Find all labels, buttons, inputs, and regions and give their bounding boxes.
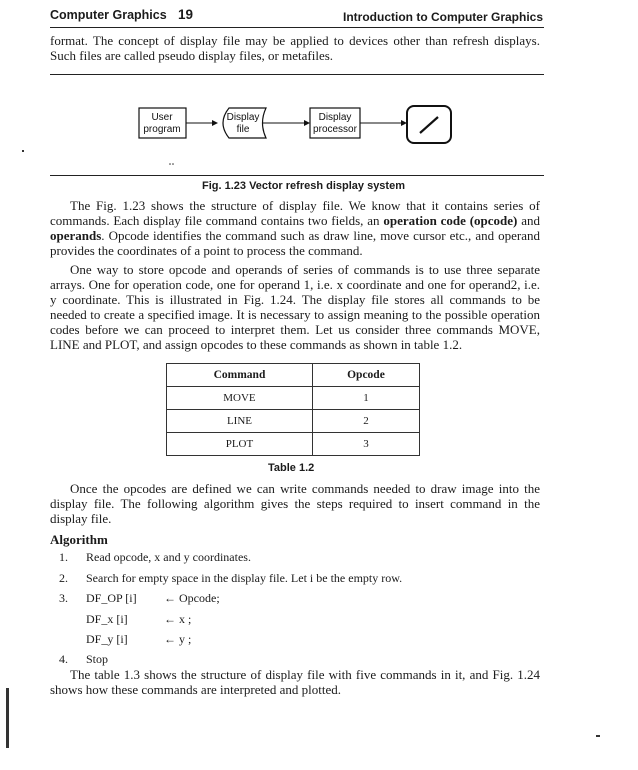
display-file-label-2: file [236, 124, 250, 135]
display-processor-label-1: Display [318, 112, 352, 123]
paragraph-opcodes-defined: Once the opcodes are defined we can write commands needed to draw image into the display file. The following algorithm gives the steps required to insert command in the display file. [50, 481, 540, 526]
table-cell-command: MOVE [167, 387, 313, 410]
scan-margin-mark [6, 688, 9, 748]
bold-term: operation code (opcode) [383, 213, 518, 228]
user-program-label-2: program [143, 124, 181, 135]
table-header-command: Command [167, 364, 313, 387]
table-row [167, 410, 420, 433]
scan-speck [22, 150, 24, 152]
display-processor-label-2: processor [313, 124, 357, 135]
scan-speck [596, 735, 600, 737]
table-header-row [167, 364, 420, 387]
table-header-opcode: Opcode [312, 364, 419, 387]
table-row [167, 387, 420, 410]
text-segment: . Opcode identifies the command such as draw line, move cursor etc., and operand provides the coordinates of a point to process the command. [50, 228, 540, 258]
page-number: 19 [178, 7, 194, 22]
document-page: Computer Graphics 19 Introduction to Computer Graphics format. The concept of display file may be applied to devices other than refresh displays. Such files are called pseudo display files, or metafiles. User program Display file Display processor Fig. 1.23 Vector refresh display system The Fig. 1.23 shows the structure of display file. We know that it contains series of commands. Each display file command contains two fields, an operation code (opcode) and operands. Opcode identifies the command such as draw line, move cursor etc., and operand provides the coordinates of a point to process the command. One way to store opcode and operands of series of commands is to use three separate arrays. One for operation code, one for operand 1, i.e. x coordinate and one for operand2, i.e. y coordinate. This is illustrated in Fig. 1.24. The display file stores all commands to be needed to create a specified image. It is necessary to assign meaning to the possible operation codes before we can proceed to interpret them. Let us consider three commands MOVE, LINE and PLOT, and assign opcodes to these commands as shown in table 1.2. Command Opcode MOVE 1 LINE 2 PLOT 3 Table 1.2 Once the opcodes are defined we can write commands needed to draw image into the display file. The following algorithm gives the steps required to insert command in the display file. Algorithm 1. Read opcode, x and y coordinates. 2. Search for empty space in the display file. Let i be the empty row. 3. DF_OP [i] ← Opcode; DF_x [i] ← x ; DF_y [i] ← y ; 4. Stop The table 1.3 shows the structure of display file with five commands in it, and Fig. 1.24 shows how these commands are interpreted and plotted. [0, 0, 638, 770]
algorithm-heading: Algorithm [50, 532, 108, 547]
figure-caption: Fig. 1.23 Vector refresh display system [202, 180, 405, 192]
user-program-label-1: User [151, 112, 173, 123]
table-cell-opcode: 3 [312, 433, 419, 456]
book-title: Computer Graphics [50, 8, 167, 22]
paragraph-opcode-arrays: One way to store opcode and operands of series of commands is to use three separate arrays. One for operation code, one for operand 1, i.e. x coordinate and one for operand2, i.e. y coordinate. This is illustrated in Fig. 1.24. The display file stores all commands to be needed to create a specified image. It is necessary to assign meaning to the possible operation codes before we can proceed to interpret them. Let us consider three commands MOVE, LINE and PLOT, and assign opcodes to these commands as shown in table 1.2. [50, 262, 540, 352]
table-row [167, 433, 420, 456]
bold-term: operands [50, 228, 102, 243]
figure-caption-rule [50, 175, 544, 176]
paragraph-table-1-3: The table 1.3 shows the structure of display file with five commands in it, and Fig. 1.24 shows how these commands are interpreted and plotted. [50, 667, 540, 697]
table-cell-opcode: 1 [312, 387, 419, 410]
table-cell-command: PLOT [167, 433, 313, 456]
display-file-label-1: Display [226, 112, 260, 123]
vector-refresh-diagram [0, 0, 638, 200]
table-cell-opcode: 2 [312, 410, 419, 433]
text-segment: and [517, 213, 540, 228]
text-segment: The Fig. 1.23 shows the structure of display file. We know that it contains series of commands. Each display file command contains two fields, an [50, 198, 540, 228]
chapter-title: Introduction to Computer Graphics [343, 10, 543, 24]
paragraph-display-file-structure [50, 198, 540, 258]
table-cell-command: LINE [167, 410, 313, 433]
opcode-table [166, 363, 420, 456]
table-caption: Table 1.2 [268, 462, 315, 474]
intro-paragraph: format. The concept of display file may be applied to devices other than refresh displays. Such files are called pseudo display files, or metafiles. [50, 33, 540, 63]
